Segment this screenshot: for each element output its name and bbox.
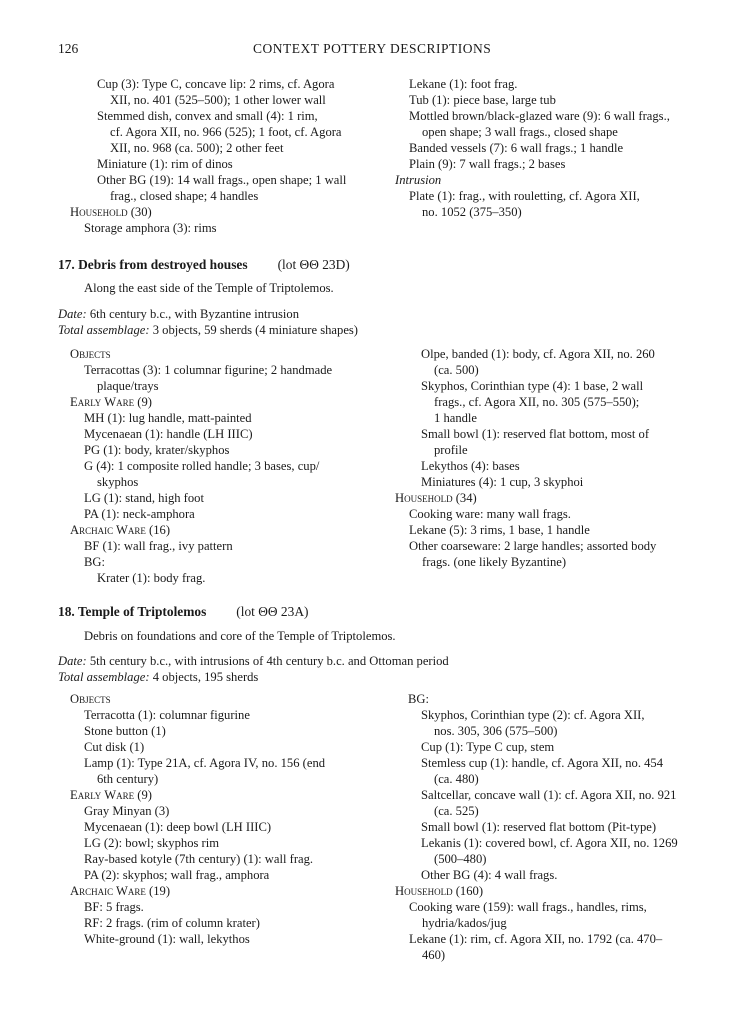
list-item: Lekane (1): rim, cf. Agora XII, no. 1792 (ca. 470– (409, 932, 663, 946)
list-item: no. 1052 (375–350) (422, 205, 522, 219)
list-item: White-ground (1): wall, lekythos (84, 932, 250, 946)
category-heading: Early Ware (9) (70, 788, 152, 802)
category-heading: Early Ware (9) (70, 395, 152, 409)
list-item: XII, no. 401 (525–500); 1 other lower wall (110, 93, 326, 107)
list-item: PA (1): neck-amphora (84, 507, 195, 521)
list-item: frags. (one likely Byzantine) (422, 555, 567, 569)
list-item: open shape; 3 wall frags., closed shape (422, 125, 618, 139)
lot-number: (lot ΘΘ 23D) (277, 257, 350, 272)
list-item: MH (1): lug handle, matt-painted (84, 411, 252, 425)
list-item: Stemless cup (1): handle, cf. Agora XII, no. 454 (421, 756, 664, 770)
list-item: BG: (408, 692, 429, 706)
date-label: Date: (58, 307, 87, 321)
list-item: plaque/trays (97, 379, 159, 393)
list-item: Small bowl (1): reserved flat bottom (Pit-type) (421, 820, 657, 834)
list-item: Stone button (1) (84, 724, 166, 738)
section-title: 18. Temple of Triptolemos (58, 604, 207, 619)
list-item: Storage amphora (3): rims (84, 221, 217, 235)
section-heading (58, 257, 350, 273)
section-description: Debris on foundations and core of the Temple of Triptolemos. (84, 629, 396, 643)
list-item: Terracotta (1): columnar figurine (84, 708, 250, 722)
list-item: Lekane (5): 3 rims, 1 base, 1 handle (409, 523, 590, 537)
list-item: Cooking ware (159): wall frags., handles, rims, (409, 900, 647, 914)
list-item: Plate (1): frag., with rouletting, cf. Agora XII, (409, 189, 640, 203)
list-item: Lekane (1): foot frag. (409, 77, 518, 91)
list-item: Ray-based kotyle (7th century) (1): wall frag. (84, 852, 314, 866)
list-item: XII, no. 968 (ca. 500); 2 other feet (110, 141, 284, 155)
list-item: Krater (1): body frag. (97, 571, 206, 585)
list-item: cf. Agora XII, no. 966 (525); 1 foot, cf. Agora (110, 125, 342, 139)
list-item: Cup (3): Type C, concave lip: 2 rims, cf. Agora (97, 77, 335, 91)
date-label: Date: (58, 654, 87, 668)
list-item: Gray Minyan (3) (84, 804, 170, 818)
list-item: PG (1): body, krater/skyphos (84, 443, 230, 457)
section-description: Along the east side of the Temple of Triptolemos. (84, 281, 334, 295)
list-item: Olpe, banded (1): body, cf. Agora XII, no. 260 (421, 347, 655, 361)
list-item: (ca. 480) (434, 772, 479, 786)
category-heading: Intrusion (395, 173, 442, 187)
list-item: (ca. 500) (434, 363, 479, 377)
list-item: BF: 5 frags. (84, 900, 144, 914)
list-item: RF: 2 frags. (rim of column krater) (84, 916, 260, 930)
list-item: (ca. 525) (434, 804, 479, 818)
list-item: hydria/kados/jug (422, 916, 507, 930)
list-item: (500–480) (434, 852, 487, 866)
list-item: Plain (9): 7 wall frags.; 2 bases (409, 157, 566, 171)
assemblage-value: 4 objects, 195 sherds (152, 670, 259, 684)
list-item: profile (434, 443, 468, 457)
list-item: frag., closed shape; 4 handles (110, 189, 259, 203)
category-heading: Household (30) (70, 205, 152, 219)
list-item: Cut disk (1) (84, 740, 145, 754)
list-item: Mottled brown/black-glazed ware (9): 6 wall frags., (409, 109, 670, 123)
list-item: Small bowl (1): reserved flat bottom, most of (421, 427, 650, 441)
section-title: 17. Debris from destroyed houses (58, 257, 248, 272)
list-item: Terracottas (3): 1 columnar figurine; 2 handmade (84, 363, 333, 377)
assemblage-label: Total assemblage: (58, 323, 150, 337)
list-item: Other coarseware: 2 large handles; assorted body (409, 539, 657, 553)
section-heading (58, 604, 308, 620)
list-item: G (4): 1 composite rolled handle; 3 bases, cup/ (84, 459, 320, 473)
assemblage-label: Total assemblage: (58, 670, 150, 684)
date-line (58, 306, 299, 322)
date-line (58, 653, 449, 669)
list-item: Skyphos, Corinthian type (2): cf. Agora XII, (421, 708, 645, 722)
list-item: nos. 305, 306 (575–500) (434, 724, 558, 738)
list-item: Lamp (1): Type 21A, cf. Agora IV, no. 156 (end (84, 756, 326, 770)
list-item: 1 handle (434, 411, 478, 425)
category-heading: Household (34) (395, 491, 477, 505)
list-item: Other BG (4): 4 wall frags. (421, 868, 558, 882)
category-heading: Archaic Ware (19) (70, 884, 171, 898)
assemblage-value: 3 objects, 59 sherds (4 miniature shapes) (152, 323, 359, 337)
list-item: Miniatures (4): 1 cup, 3 skyphoi (421, 475, 584, 489)
list-item: PA (2): skyphos; wall frag., amphora (84, 868, 270, 882)
category-heading: Objects (70, 347, 111, 361)
list-item: LG (1): stand, high foot (84, 491, 204, 505)
list-item: Lekanis (1): covered bowl, cf. Agora XII, no. 1269 (421, 836, 678, 850)
category-heading: Household (160) (395, 884, 484, 898)
list-item: Skyphos, Corinthian type (4): 1 base, 2 wall (421, 379, 644, 393)
page-number: 126 (58, 41, 79, 56)
list-item: Miniature (1): rim of dinos (97, 157, 233, 171)
list-item: Lekythos (4): bases (421, 459, 520, 473)
list-item: Tub (1): piece base, large tub (409, 93, 556, 107)
list-item: BG: (84, 555, 105, 569)
list-item: frags., cf. Agora XII, no. 305 (575–550); (434, 395, 640, 409)
list-item: 460) (422, 948, 446, 962)
list-item: Stemmed dish, convex and small (4): 1 rim, (97, 109, 318, 123)
date-value: 5th century b.c., with intrusions of 4th century b.c. and Ottoman period (89, 654, 449, 668)
list-item: BF (1): wall frag., ivy pattern (84, 539, 233, 553)
list-item: Cup (1): Type C cup, stem (421, 740, 555, 754)
list-item: Cooking ware: many wall frags. (409, 507, 571, 521)
list-item: skyphos (97, 475, 139, 489)
list-item: Banded vessels (7): 6 wall frags.; 1 handle (409, 141, 624, 155)
list-item: Other BG (19): 14 wall frags., open shape; 1 wall (97, 173, 347, 187)
list-item: 6th century) (97, 772, 159, 786)
list-item: Mycenaean (1): handle (LH IIIC) (84, 427, 253, 441)
list-item: Saltcellar, concave wall (1): cf. Agora XII, no. 921 (421, 788, 677, 802)
category-heading: Archaic Ware (16) (70, 523, 171, 537)
date-value: 6th century b.c., with Byzantine intrusion (89, 307, 299, 321)
list-item: Mycenaean (1): deep bowl (LH IIIC) (84, 820, 272, 834)
assemblage-line (58, 322, 358, 338)
lot-number: (lot ΘΘ 23A) (236, 604, 309, 619)
assemblage-line (58, 669, 258, 685)
list-item: LG (2): bowl; skyphos rim (84, 836, 220, 850)
running-head: CONTEXT POTTERY DESCRIPTIONS (253, 41, 492, 56)
category-heading: Objects (70, 692, 111, 706)
